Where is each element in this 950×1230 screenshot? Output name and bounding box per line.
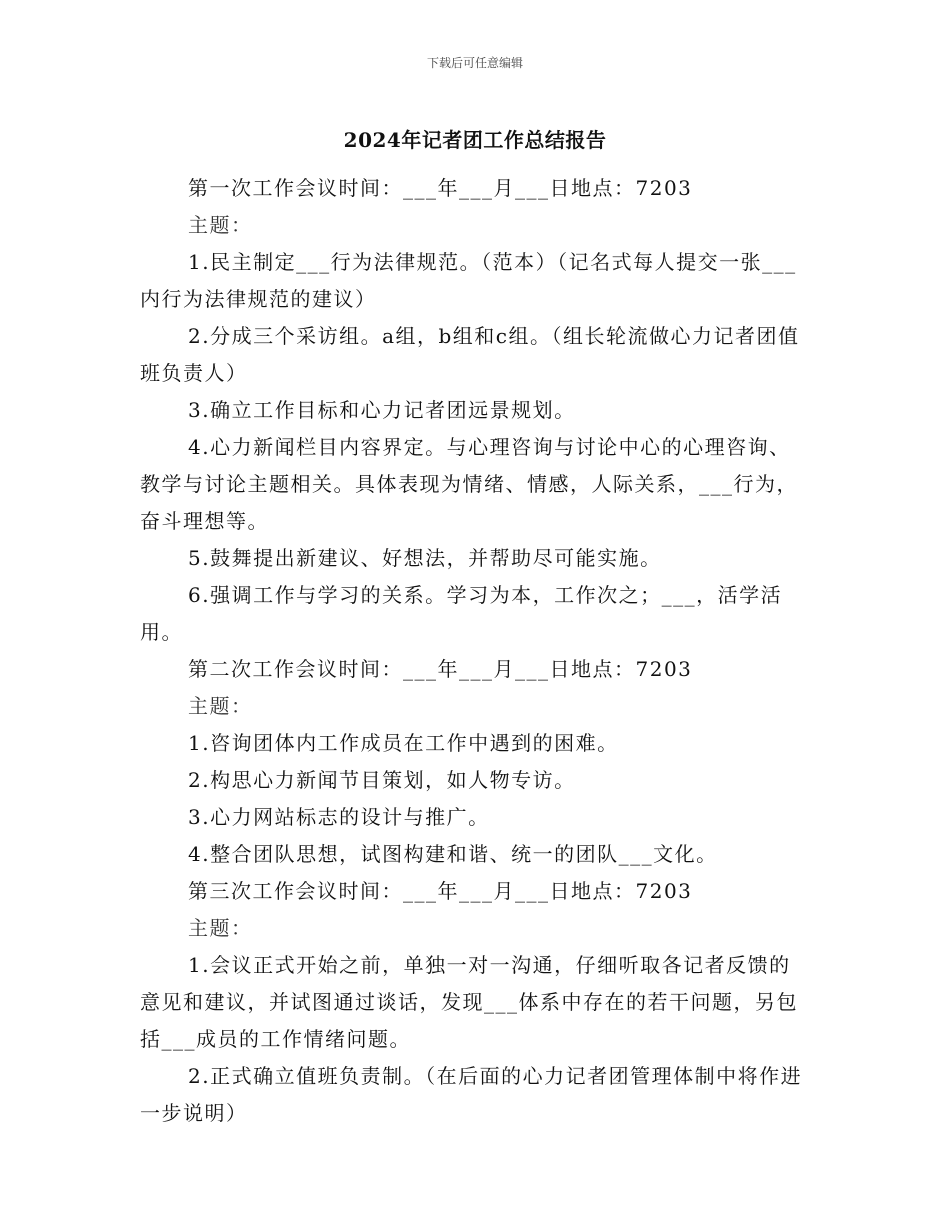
meeting-2-item-3: 3.心力网站标志的设计与推广。	[188, 805, 490, 829]
meeting-3-topic-label: 主题：	[188, 916, 253, 940]
page-header-note: 下载后可任意编辑	[426, 56, 523, 70]
meeting-2-item-2: 2.构思心力新闻节目策划，如人物专访。	[188, 768, 576, 792]
meeting-1-info: 第一次工作会议时间：___年___月___日地点：7203	[188, 176, 693, 200]
meeting-1-item-3: 3.确立工作目标和心力记者团远景规划。	[188, 398, 576, 422]
meeting-1-item-4: 4.心力新闻栏目内容界定。与心理咨询与讨论中心的心理咨询、教学与讨论主题相关。具体表现为情绪、情感，人际关系，___行为，奋斗理想等。	[140, 435, 798, 533]
meeting-1-item-6: 6.强调工作与学习的关系。学习为本，工作次之；___，活学活用。	[140, 583, 783, 644]
meeting-2-info: 第二次工作会议时间：___年___月___日地点：7203	[188, 657, 693, 681]
meeting-1-item-2: 2.分成三个采访组。a组，b组和c组。（组长轮流做心力记者团值班负责人）	[140, 324, 800, 385]
meeting-3-info: 第三次工作会议时间：___年___月___日地点：7203	[188, 879, 693, 903]
meeting-1-topic-label: 主题：	[188, 213, 253, 237]
meeting-2-item-1: 1.咨询团体内工作成员在工作中遇到的困难。	[188, 731, 619, 755]
meeting-3-item-1: 1.会议正式开始之前，单独一对一沟通，仔细听取各记者反馈的意见和建议，并试图通过谈话，发现___体系中存在的若干问题，另包括___成员的工作情绪问题。	[140, 953, 798, 1051]
meeting-3-item-2: 2.正式确立值班负责制。（在后面的心力记者团管理体制中将作进一步说明）	[140, 1064, 803, 1125]
meeting-2-item-4: 4.整合团队思想，试图构建和谐、统一的团队___文化。	[188, 842, 718, 866]
document-body	[140, 170, 812, 1132]
meeting-1-item-5: 5.鼓舞提出新建议、好想法，并帮助尽可能实施。	[188, 546, 662, 570]
meeting-2-topic-label: 主题：	[188, 694, 253, 718]
document-title: 2024年记者团工作总结报告	[343, 128, 607, 152]
meeting-1-item-1: 1.民主制定___行为法律规范。（范本）（记名式每人提交一张___内行为法律规范的建议）	[140, 250, 797, 311]
